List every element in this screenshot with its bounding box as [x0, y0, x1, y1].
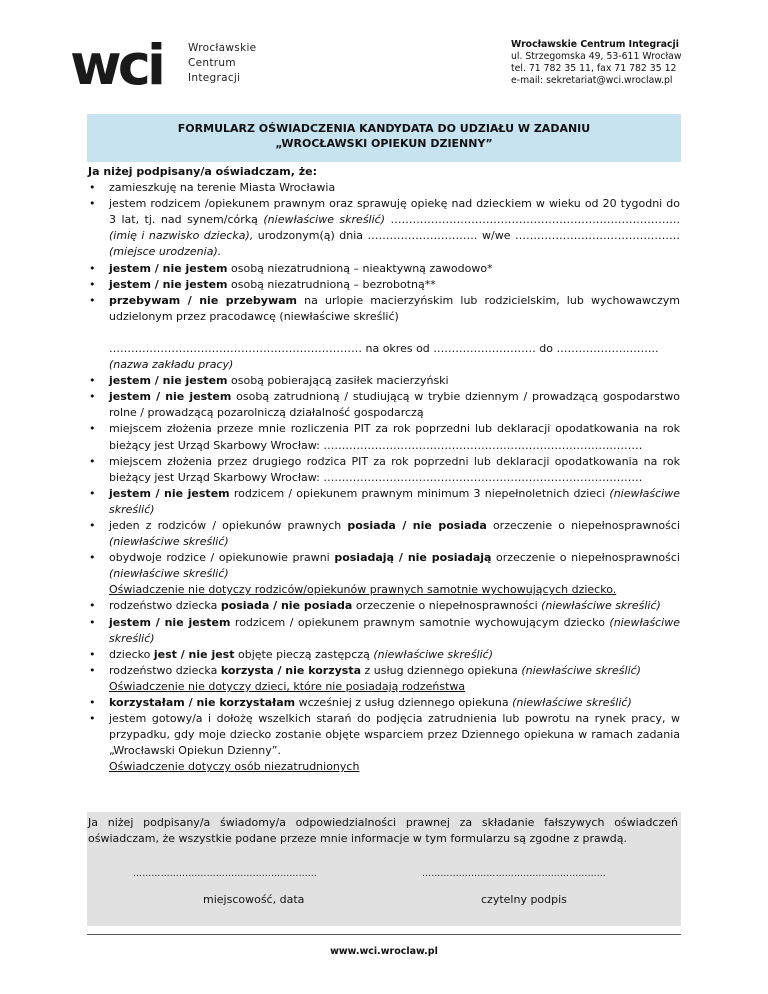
logo-line-1: Wrocławskie [188, 42, 257, 54]
statement-list [88, 180, 680, 775]
item-note: (niewłaściwe skreślić) [541, 599, 661, 613]
item-text: rodzeństwo dziecka [109, 663, 221, 677]
statement-item [88, 598, 680, 614]
form-title-box [87, 114, 681, 162]
item-remark: Oświadczenie nie dotyczy dzieci, które nie posiadają rodzeństwa [109, 679, 466, 693]
statement-item [88, 647, 680, 663]
item-note: (niewłaściwe skreślić) [521, 663, 641, 677]
birth-date-field[interactable]: urodzonym(ą) dnia ………………………… w/we ……………………………………… [253, 229, 680, 243]
child-name-field[interactable]: ……………………………………………………………………. [385, 213, 680, 227]
statement-item [88, 277, 680, 293]
item-choice[interactable]: posiada / nie posiada [220, 599, 353, 613]
statement-item [88, 180, 680, 196]
item-text: zamieszkuję na terenie Miasta Wrocławia [109, 181, 336, 195]
tax-office-field[interactable]: miejscem złożenia przez drugiego rodzica PIT za rok poprzedni lub deklaracji opodatkowania na rok bieżący jest Urząd Skarbowy Wrocław: …………………………………………………………………………… [109, 454, 680, 484]
logo-mark-text: wci [70, 42, 163, 88]
work-period-label: (nazwa zakładu pracy) [109, 358, 234, 372]
org-email: e-mail: sekretariat@wci.wroclaw.pl [511, 75, 673, 86]
signature-label: czytelny podpis [481, 893, 567, 906]
org-name: Wrocławskie Centrum Integracji [511, 39, 679, 50]
item-choice[interactable]: korzysta / nie korzysta [220, 663, 362, 677]
item-note: (niewłaściwe skreślić) [512, 696, 632, 709]
item-text: jestem rodzicem /opiekunem prawnym oraz sprawuję opiekę nad dzieckiem w wieku od 20 tygodni do 3 lat, tj. nad synem/córką [109, 197, 680, 227]
logo-line-3: Integracji [188, 72, 241, 84]
footer-divider [87, 934, 681, 935]
contact-block [511, 39, 681, 87]
item-text: z usług dziennego opiekuna [361, 663, 522, 677]
declaration-text: Ja niżej podpisany/a świadomy/a odpowiedzialności prawnej za składanie fałszywych oświadczeń oświadczam, że wszystkie podane przeze mnie informacje w tym formularzu są zgodne z prawdą. [88, 816, 678, 845]
item-text: jestem gotowy/a i dołożę wszelkich starań do podjęcia zatrudnienia lub powrotu na rynek pracy, w przypadku, gdy moje dziecko zostanie objęte wsparciem przez Dziennego opiekuna w ramach zadania „Wrocławski Opiekun Dzienny”. [109, 712, 680, 758]
signature-field[interactable]: …………………………………………………… [422, 869, 606, 879]
statement-item [88, 663, 680, 695]
item-text: osobą pobierającą zasiłek macierzyński [227, 374, 449, 388]
work-period-line[interactable]: …………………………………………………………… na okres od …………….………… do ………………..…….. [109, 341, 659, 355]
item-note: (niewłaściwe skreślić) [109, 615, 680, 645]
item-text: dziecko [109, 647, 154, 661]
item-choice[interactable]: posiada / nie posiada [347, 518, 487, 532]
item-note: (imię i nazwisko dziecka), [109, 229, 254, 243]
statement-item [88, 261, 680, 277]
place-date-label: miejscowość, data [203, 893, 305, 906]
form-title-line-2: „WROCŁAWSKI OPIEKUN DZIENNY” [275, 137, 493, 150]
item-note: (niewłaściwe skreślić) [109, 567, 229, 581]
item-text: osobą zatrudnioną / studiującą w trybie dziennym / prowadzącą gospodarstwo rolne / prowadzącą pozarolniczą działalność gospodarczą [109, 390, 680, 420]
statement-item [88, 615, 680, 647]
item-text: wcześniej z usług dziennego opiekuna [295, 696, 513, 709]
statement-item [88, 518, 680, 550]
item-text: na urlopie macierzyńskim lub rodzicielskim, lub wychowawczym udzielonym przez pracodawcę (niewłaściwe skreślić) [109, 293, 681, 323]
logo-text [188, 41, 256, 86]
declaration-box [87, 812, 681, 926]
statement-item [88, 711, 680, 775]
statement-item [88, 695, 680, 711]
item-text: osobą niezatrudnioną – bezrobotną** [227, 277, 436, 291]
statement-item [88, 550, 680, 598]
org-address: ul. Strzegomska 49, 53-611 Wrocław [511, 51, 682, 62]
item-text: rodzicem / opiekunem prawnym minimum 3 niepełnoletnich dzieci [229, 486, 610, 500]
statement-section [88, 164, 680, 775]
statement-item [88, 454, 680, 486]
work-period-field[interactable] [88, 341, 680, 373]
item-text: orzeczenie o niepełnosprawności [491, 551, 680, 565]
item-text: rodzeństwo dziecka [109, 599, 221, 613]
item-note: (niewłaściwe skreślić) [109, 486, 680, 516]
footer-url[interactable]: www.wci.wroclaw.pl [330, 946, 438, 957]
item-choice[interactable]: posiadają / nie posiadają [334, 551, 492, 565]
org-phone: tel. 71 782 35 11, fax 71 782 35 12 [511, 63, 677, 74]
statement-intro: Ja niżej podpisany/a oświadczam, że: [88, 165, 318, 178]
item-remark: Oświadczenie nie dotyczy rodziców/opiekunów prawnych samotnie wychowujących dziecko. [109, 583, 617, 597]
item-choice[interactable]: jestem / nie jestem [109, 615, 231, 629]
item-text: orzeczenie o niepełnosprawności [486, 518, 680, 532]
statement-item [88, 373, 680, 389]
item-note: (niewłaściwe skreślić) [373, 647, 493, 661]
item-text: osobą niezatrudnioną – nieaktywną zawodowo* [227, 261, 493, 275]
item-choice[interactable]: przebywam / nie przebywam [109, 293, 298, 307]
item-choice[interactable]: jestem / nie jestem [109, 390, 232, 404]
tax-office-field[interactable]: miejscem złożenia przeze mnie rozliczenia PIT za rok poprzedni lub deklaracji opodatkowania na rok bieżący jest Urząd Skarbowy Wrocław: …………………………………………………………………………… [109, 422, 680, 452]
item-text: rodzicem / opiekunem prawnym samotnie wychowującym dziecko [230, 615, 610, 629]
item-text: obydwoje rodzice / opiekunowie prawni [109, 551, 335, 565]
item-choice[interactable]: jestem / nie jestem [109, 486, 230, 500]
item-choice[interactable]: jestem / nie jestem [109, 261, 228, 275]
item-text: objęte pieczą zastępczą [234, 647, 374, 661]
statement-item [88, 389, 680, 421]
item-note: (miejsce urodzenia). [109, 245, 222, 259]
item-text: orzeczenie o niepełnosprawności [352, 599, 542, 613]
item-remark: Oświadczenie dotyczy osób niezatrudnionych [109, 760, 360, 774]
item-choice[interactable]: korzystałam / nie korzystałam [109, 696, 296, 709]
item-choice[interactable]: jestem / nie jestem [109, 277, 228, 291]
item-choice[interactable]: jest / nie jest [153, 647, 235, 661]
item-choice[interactable]: jestem / nie jestem [109, 374, 228, 388]
statement-item [88, 196, 680, 260]
logo-line-2: Centrum [188, 57, 236, 69]
item-note: (niewłaściwe skreślić) [109, 535, 229, 549]
statement-item [88, 486, 680, 518]
statement-item [88, 421, 680, 453]
wci-logo-mark [70, 42, 182, 88]
form-title-line-1: FORMULARZ OŚWIADCZENIA KANDYDATA DO UDZIAŁU W ZADANIU [177, 122, 591, 135]
statement-item-spacer [88, 325, 680, 341]
statement-item [88, 293, 680, 325]
item-text: jeden z rodziców / opiekunów prawnych [109, 518, 348, 532]
item-note: (niewłaściwe skreślić) [263, 213, 386, 227]
place-date-field[interactable]: …………………………………………………… [133, 869, 317, 879]
